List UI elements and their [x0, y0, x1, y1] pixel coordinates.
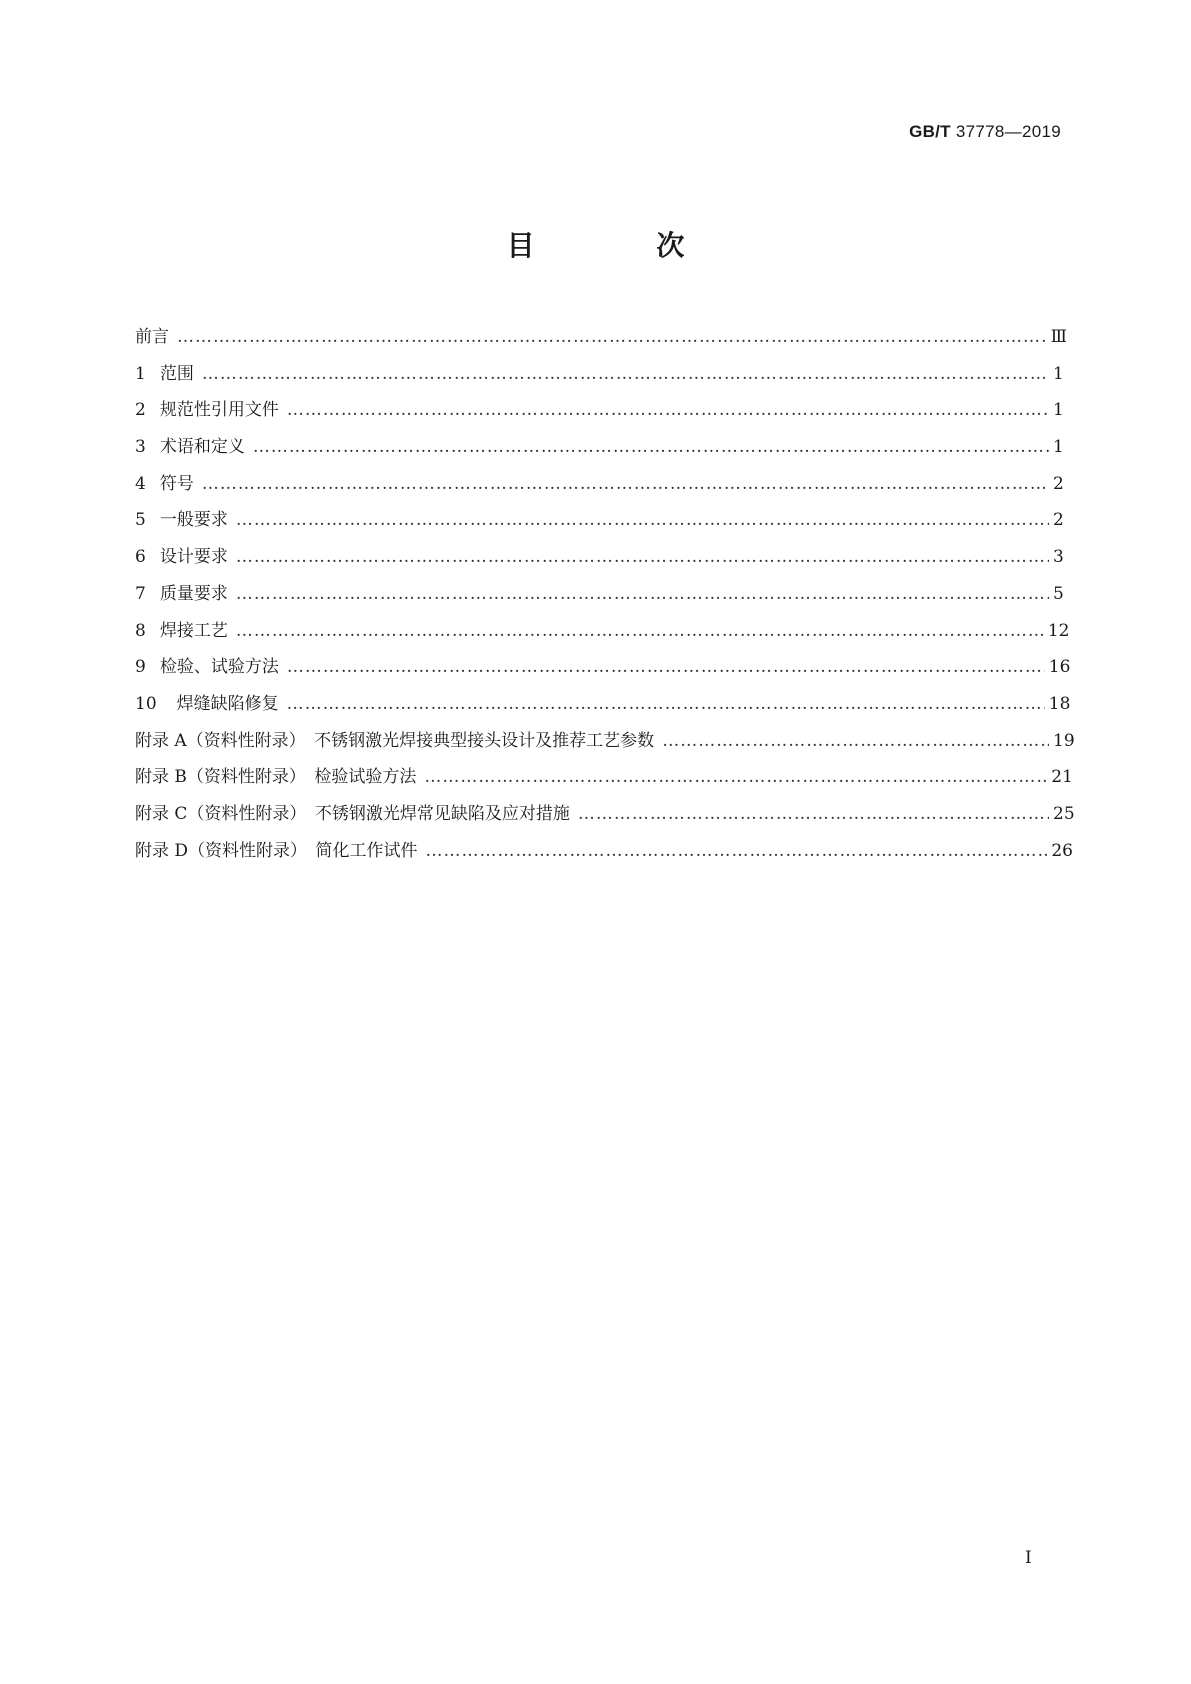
- toc-entry-annex-b[interactable]: [135, 765, 1073, 802]
- toc-entry-label: 范围: [159, 363, 194, 384]
- toc-dot-leader: [424, 765, 1047, 789]
- toc-title: 目 次: [506, 229, 741, 262]
- toc-entry-label: 焊接工艺: [159, 620, 228, 641]
- toc-entry-page: 2: [1053, 473, 1064, 494]
- toc-entry-number: 10: [135, 693, 157, 714]
- toc-entry-label: 附录 A（资料性附录） 不锈钢激光焊接典型接头设计及推荐工艺参数: [135, 730, 655, 751]
- toc-entry-normative-references[interactable]: [135, 398, 1063, 435]
- toc-entry-label: 附录 C（资料性附录） 不锈钢激光焊常见缺陷及应对措施: [135, 803, 570, 824]
- toc-entry-annex-d[interactable]: [135, 839, 1073, 876]
- toc-entry-number: 7: [135, 583, 146, 604]
- toc-dot-leader: [177, 325, 1047, 349]
- toc-entry-page: 21: [1051, 767, 1073, 788]
- toc-entry-terms-definitions[interactable]: [135, 435, 1063, 472]
- toc-entry-page: 12: [1047, 620, 1070, 641]
- standard-number: 37778—2019: [955, 122, 1061, 141]
- toc-entry-label: 前言: [135, 327, 169, 347]
- toc-entry-page: 1: [1053, 363, 1064, 384]
- toc-entry-welding-process[interactable]: [135, 619, 1070, 656]
- page-number: I: [1025, 1548, 1032, 1568]
- toc-entry-label: 附录 B（资料性附录） 检验试验方法: [135, 767, 417, 788]
- toc-dot-leader: [253, 435, 1049, 459]
- toc-entry-label: 术语和定义: [159, 437, 245, 458]
- toc-entry-label: 质量要求: [159, 583, 228, 604]
- toc-entry-inspection-test-methods[interactable]: [135, 655, 1071, 692]
- toc-entry-page: 5: [1053, 583, 1064, 604]
- toc-entry-label: 符号: [159, 473, 194, 494]
- toc-entry-number: 4: [135, 473, 146, 494]
- toc-entry-annex-a[interactable]: [135, 729, 1075, 766]
- toc-dot-leader: [202, 362, 1049, 386]
- toc-entry-number: 6: [135, 547, 146, 568]
- toc-entry-number: 3: [135, 437, 146, 458]
- toc-entry-symbols[interactable]: [135, 472, 1063, 509]
- toc-dot-leader: [236, 619, 1044, 643]
- toc-dot-leader: [236, 508, 1049, 532]
- toc-dot-leader: [578, 802, 1049, 826]
- toc-dot-leader: [202, 472, 1049, 496]
- toc-entry-page: 2: [1053, 510, 1064, 531]
- toc-entry-quality-requirements[interactable]: [135, 582, 1063, 619]
- toc-dot-leader: [426, 839, 1048, 863]
- toc-dot-leader: [287, 398, 1049, 422]
- toc-entry-page: 16: [1048, 657, 1071, 678]
- toc-entry-number: 1: [135, 363, 146, 384]
- toc-entry-page: 1: [1053, 400, 1064, 421]
- toc-entry-number: 2: [135, 400, 146, 421]
- toc-dot-leader: [236, 582, 1049, 606]
- toc-dot-leader: [236, 545, 1049, 569]
- toc-entry-weld-defect-repair[interactable]: [135, 692, 1071, 729]
- toc-entry-page: 18: [1048, 693, 1071, 714]
- toc-entry-page: 26: [1051, 840, 1073, 861]
- toc-entry-general-requirements[interactable]: [135, 508, 1063, 545]
- standard-prefix: GB/T: [909, 122, 951, 141]
- toc-dot-leader: [287, 655, 1045, 679]
- toc-entry-label: 规范性引用文件: [159, 400, 279, 421]
- toc-entry-annex-c[interactable]: [135, 802, 1075, 839]
- toc-entry-label: 附录 D（资料性附录） 简化工作试件: [135, 840, 418, 861]
- toc-entry-page: Ⅲ: [1050, 327, 1068, 347]
- toc-dot-leader: [287, 692, 1045, 716]
- toc-entry-page: 3: [1053, 547, 1064, 568]
- toc-dot-leader: [662, 729, 1049, 753]
- toc-entry-design-requirements[interactable]: [135, 545, 1063, 582]
- toc-entry-label: 设计要求: [159, 547, 228, 568]
- toc-entry-number: 5: [135, 510, 146, 531]
- toc-entry-foreword[interactable]: [135, 325, 1068, 362]
- toc-entry-scope[interactable]: [135, 362, 1063, 399]
- table-of-contents: [135, 325, 1075, 875]
- toc-entry-page: 1: [1053, 437, 1064, 458]
- toc-entry-number: 8: [135, 620, 146, 641]
- toc-entry-label: 一般要求: [159, 510, 228, 531]
- toc-entry-label: 焊缝缺陷修复: [176, 693, 279, 714]
- standard-code: [909, 122, 1061, 142]
- toc-entry-page: 25: [1053, 803, 1075, 824]
- toc-entry-number: 9: [135, 657, 146, 678]
- toc-entry-page: 19: [1053, 730, 1075, 751]
- toc-entry-label: 检验、试验方法: [159, 657, 279, 678]
